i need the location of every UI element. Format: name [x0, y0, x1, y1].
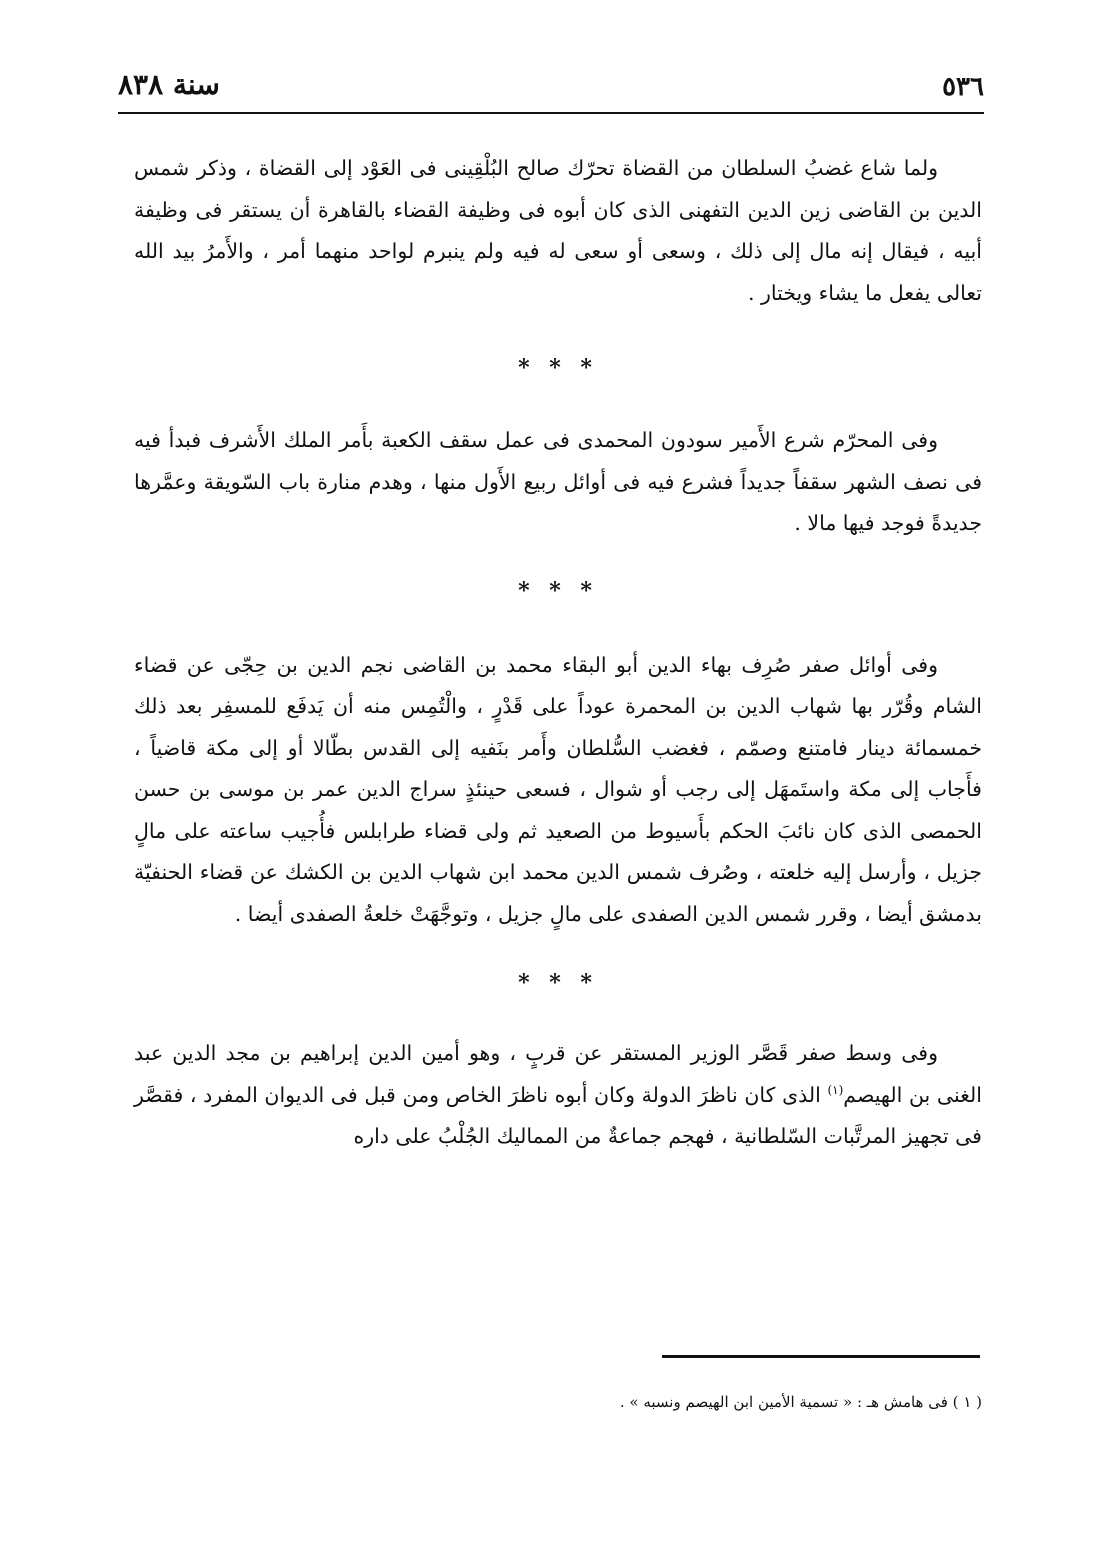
header-rule — [118, 112, 984, 114]
paragraph-3: وفى أوائل صفر صُرِف بهاء الدين أبو البقاء محمد بن القاضى نجم الدين بن حِجّى عن قضاء الشام وقُرّر بها شهاب الدين بن المحمرة عوداً على قَدْرٍ ، والْتُمِس منه أن يَدفَع للمسفِر بعد ذلك خمسمائة دينار فامتنع وصمّم ، فغضب السُّلطان وأَمر بنَفيه إلى القدس بطّالا أو إلى مكة قاضياً ، فأَجاب إلى مكة واستَمهَل إلى رجب أو شوال ، فسعى حينئذٍ سراج الدين عمر بن موسى بن حسن الحمصى الذى كان نائبَ الحكم بأَسيوط من الصعيد ثم ولى قضاء طرابلس فأُجيب ساعته على مالٍ جزيل ، وأرسل إليه خلعته ، وصُرف شمس الدين محمد ابن شهاب الدين بن الكشك عن قضاء الحنفيّة بدمشق أيضا ، وقرر شمس الدين الصفدى على مالٍ جزيل ، وتوجَّهَتْ خلعةُ الصفدى أيضا . — [134, 652, 982, 926]
footnote: ( ١ ) فى هامش هـ : « تسمية الأمين ابن الهيصم ونسبه » . — [619, 1393, 982, 1411]
footnote-rule — [662, 1355, 980, 1358]
page-header — [118, 64, 984, 114]
running-head: سنة ٨٣٨ — [118, 68, 220, 101]
paragraph-4 — [134, 1033, 982, 1158]
body-text — [134, 148, 982, 1158]
paragraph-4-text-a: وفى وسط صفر قَصَّر الوزير المستقر عن قربٍ ، وهو أمين الدين إبراهيم بن مجد الدين عبد الغنى بن الهيصم — [134, 1041, 982, 1107]
footnote-reference[interactable]: (١) — [827, 1082, 844, 1097]
paragraph-1: ولما شاع غضبُ السلطان من القضاة تحرّك صالح البُلْقِينى فى العَوْد إلى القضاة ، وذكر شمس الدين بن القاضى زين الدين التفهنى الذى كان أبوه فى وظيفة القضاء بالقاهرة أن يستقر فى وظيفة أبيه ، فيقال إنه مال إلى ذلك ، وسعى أو سعى له فيه ولم ينبرم لواحد منهما أمر ، والأَمرُ بيد الله تعالى يفعل ما يشاء ويختار . — [134, 156, 982, 305]
paragraph-2: وفى المحرّم شرع الأَمير سودون المحمدى فى عمل سقف الكعبة بأَمر الملك الأَشرف فبدأ فيه فى نصف الشهر سقفاً جديداً فشرع فيه فى أوائل ربيع الأَول منها ، وهدم منارة باب السّويقة وعمَّرها جديدةً فوجد فيها مالا . — [134, 428, 982, 535]
section-separator-3: * * * — [518, 970, 598, 996]
paragraph-4-text-b: الذى كان ناظرَ الدولة وكان أبوه ناظرَ الخاص ومن قبل فى الديوان المفرد ، فقصَّر فى تجهيز المرتَّبات السّلطانية ، فهجم جماعةٌ من المماليك الجُلْبُ على داره — [134, 1082, 982, 1148]
section-separator-1: * * * — [518, 355, 598, 381]
section-separator-2: * * * — [518, 577, 598, 604]
page-number: ٥٣٦ — [942, 72, 984, 102]
